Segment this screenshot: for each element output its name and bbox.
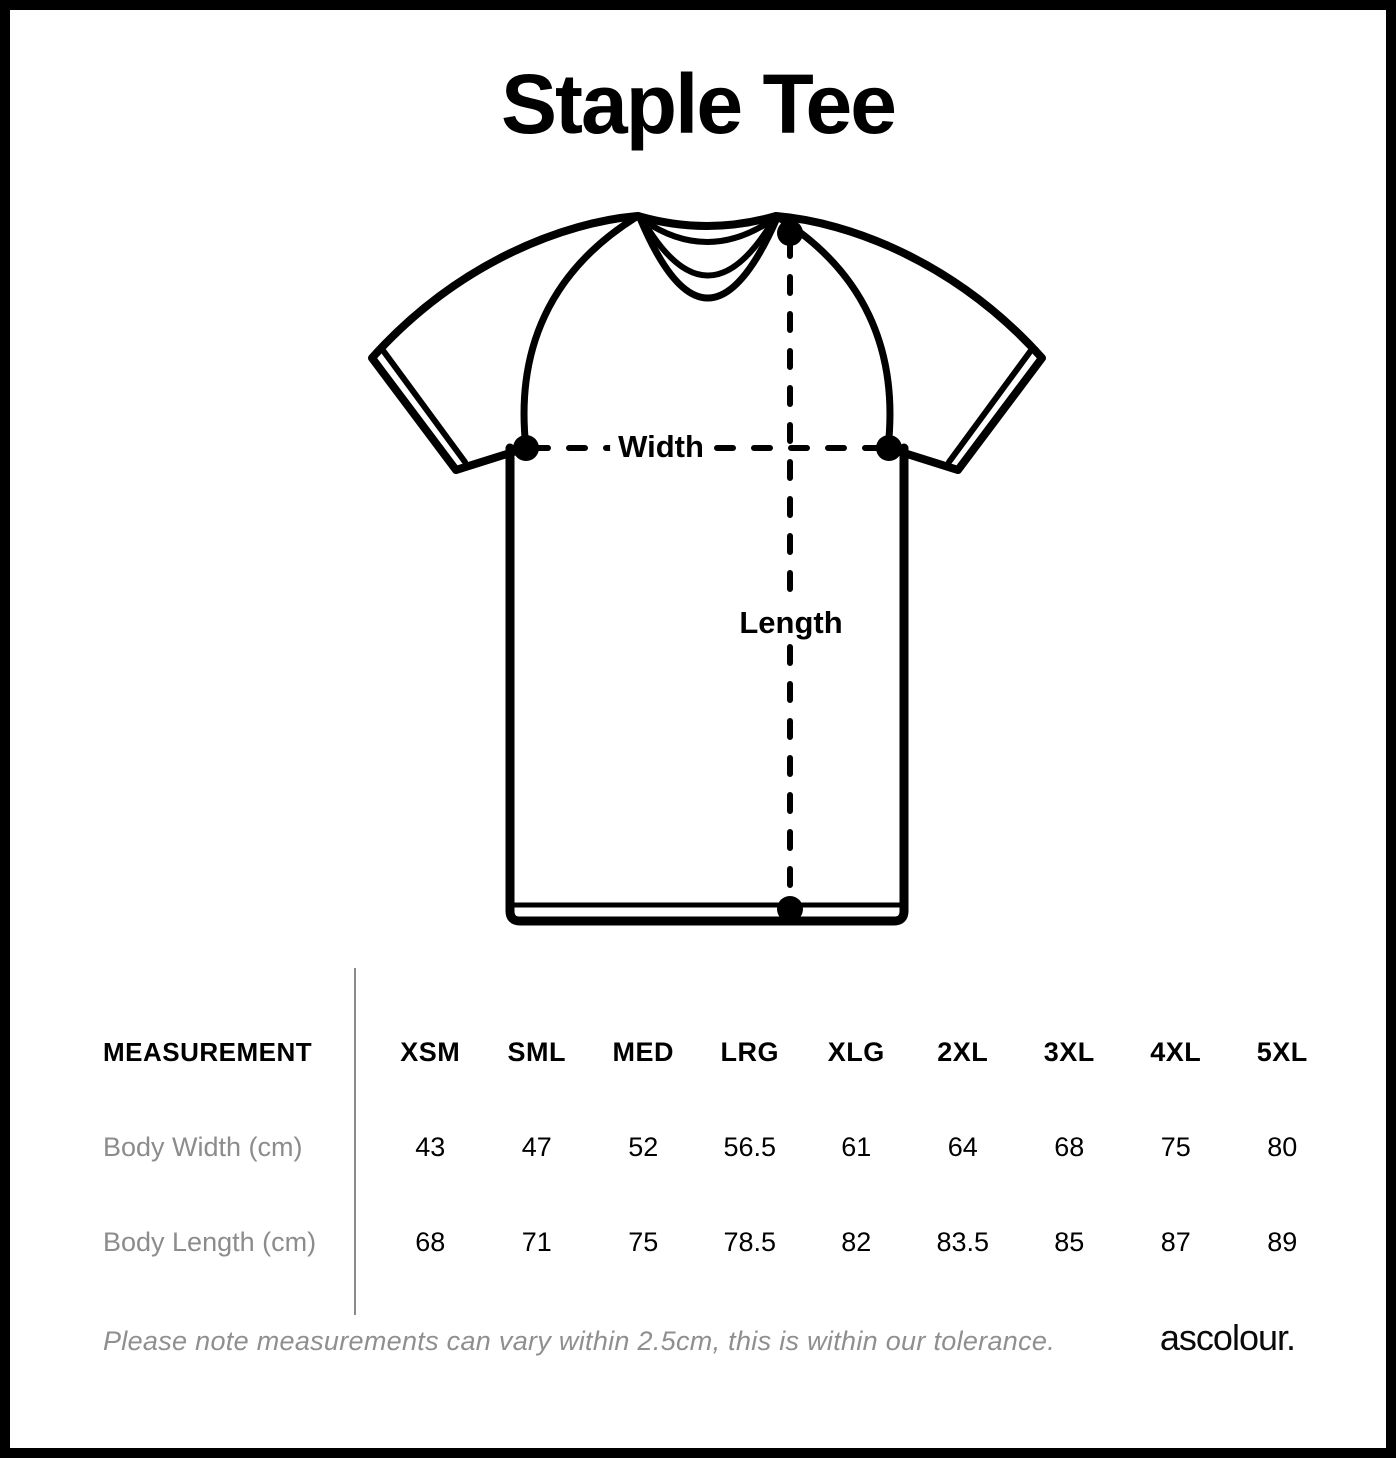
body-width-3xl: 68 bbox=[1054, 1132, 1085, 1162]
neck-point-dot bbox=[777, 220, 803, 246]
body-outline bbox=[510, 448, 904, 921]
body-width-xlg: 61 bbox=[841, 1132, 872, 1162]
body-length-5xl: 89 bbox=[1267, 1227, 1298, 1257]
left-cuff-line bbox=[382, 349, 465, 462]
body-length-4xl: 87 bbox=[1160, 1227, 1191, 1257]
size-header-2xl: 2XL bbox=[937, 1037, 989, 1067]
right-armpit-dot bbox=[876, 435, 902, 461]
body-width-4xl: 75 bbox=[1160, 1132, 1191, 1162]
size-header-xlg: XLG bbox=[827, 1037, 885, 1067]
right-sleeve-outline bbox=[776, 216, 1042, 470]
page-title: Staple Tee bbox=[501, 57, 895, 151]
body-length-lrg: 78.5 bbox=[723, 1227, 777, 1257]
size-header-med: MED bbox=[612, 1037, 674, 1067]
body-width-med: 52 bbox=[628, 1132, 659, 1162]
body-length-xlg: 82 bbox=[841, 1227, 872, 1257]
right-cuff-line bbox=[949, 349, 1032, 462]
body-width-5xl: 80 bbox=[1267, 1132, 1298, 1162]
size-header-5xl: 5XL bbox=[1256, 1037, 1308, 1067]
row-label-body-width: Body Width (cm) bbox=[103, 1132, 303, 1162]
body-length-2xl: 83.5 bbox=[936, 1227, 990, 1257]
body-length-xsm: 68 bbox=[415, 1227, 446, 1257]
size-header-3xl: 3XL bbox=[1043, 1037, 1095, 1067]
tshirt-diagram bbox=[350, 195, 1070, 940]
width-dimension-label: Width bbox=[610, 427, 712, 467]
footer bbox=[103, 1317, 1295, 1359]
ascolour-logo: ascolour. bbox=[1159, 1317, 1295, 1358]
size-header-4xl: 4XL bbox=[1150, 1037, 1202, 1067]
row-label-body-length: Body Length (cm) bbox=[103, 1227, 317, 1257]
measurement-column-header: MEASUREMENT bbox=[103, 1037, 313, 1067]
body-length-sml: 71 bbox=[521, 1227, 552, 1257]
left-armpit-dot bbox=[513, 435, 539, 461]
hem-point-dot bbox=[777, 896, 803, 922]
size-table bbox=[10, 1005, 1336, 1290]
length-dimension-label: Length bbox=[731, 603, 850, 643]
collar-top-edge bbox=[638, 216, 776, 226]
right-armscye-seam bbox=[776, 216, 890, 448]
left-sleeve-outline bbox=[372, 216, 638, 470]
body-width-xsm: 43 bbox=[415, 1132, 446, 1162]
size-header-lrg: LRG bbox=[720, 1037, 779, 1067]
body-width-2xl: 64 bbox=[947, 1132, 978, 1162]
body-length-med: 75 bbox=[628, 1227, 659, 1257]
tolerance-note: Please note measurements can vary within 2.5cm, this is within our tolerance. bbox=[103, 1326, 1056, 1356]
body-width-sml: 47 bbox=[521, 1132, 552, 1162]
body-length-3xl: 85 bbox=[1054, 1227, 1085, 1257]
left-armscye-seam bbox=[524, 216, 638, 448]
size-header-xsm: XSM bbox=[400, 1037, 461, 1067]
size-header-sml: SML bbox=[507, 1037, 566, 1067]
body-width-lrg: 56.5 bbox=[723, 1132, 777, 1162]
